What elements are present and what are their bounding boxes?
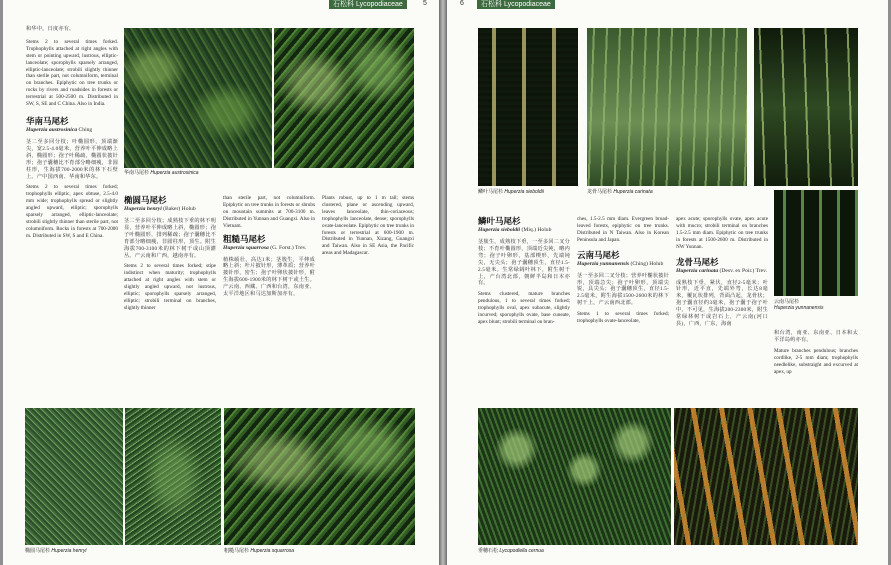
photo-sieboldii: [478, 28, 578, 186]
caption-sieboldii: 鳞叶马尾杉 Huperzia sieboldii: [478, 189, 544, 195]
photo-austrosinica-1: [124, 28, 272, 168]
caption-henryi: 椭圆马尾杉 Huperzia henryi: [25, 548, 87, 554]
right-column-3: [676, 216, 768, 332]
species-latin-name: Huperzia austrosinica Ching: [26, 126, 93, 133]
photo-carinata-top: [587, 28, 747, 186]
species-cn-desc: 茎一至多回二叉分枝；营养叶椭状披针形，顶端急尖；孢子叶卵形，顶端尖锐，具尖头；孢子囊穗顶生，直径1.5-2.5毫米，附生海拔1500-2600米的林下树干上，产云南西北部。: [577, 272, 669, 307]
caption-cernua: 垂穗石松 Lycopodiella cernua: [478, 548, 544, 554]
intro-cn-text: 和华中，日度亦有。: [26, 26, 75, 32]
carinata-en-desc: Mature branches pendulous; branches cordlike, 2-5 mm diam; trophophylls needlelike, substraight and excurved at apex, up: [774, 347, 858, 375]
species-cn-name: 华南马尾杉: [26, 115, 69, 126]
photo-henryi-1: [25, 408, 123, 545]
caption-carinata-top: 龙骨马尾杉 Huperzia carinata: [587, 189, 653, 195]
species-en-desc: Stems 2 to several times forked; trophophylls elliptic, apex obtuse, 2.5-4.0 mm wide; trophophylls spread or slightly angled upward, elliptic; sporophylls sparsely arranged, elliptic-lanceolate; strobili slightly thinner than sterile part, not columniform. Rocks in forests at 700-2000 m. Distributed in SW, S and E China.: [26, 184, 118, 239]
right-column-1: [478, 216, 570, 330]
caption-austrosinica: 华南马尾杉 Huperzia austrosinica: [124, 170, 199, 176]
left-column-4: [322, 195, 414, 261]
left-header-tab: 石松科 Lycopodiaceae: [329, 0, 407, 9]
species-latin-name: Huperzia henryi (Baker) Holub: [124, 206, 196, 212]
species-en-desc: Stems 1 to several times forked; trophophylls ovate-lanceolate,: [577, 311, 669, 325]
squarrosa-en-desc: Plants robust, up to 1 m tall; stems clustered, plane or ascending upward, leaves lanceolate, thin-coriaceous; trophophylls lanceolate, dense; sporophylls ovate-lanceolate. Epiphytic on tree trunks in forests or terrestrial at 600-1900 m. Distributed in Yunnan, Xizang, Guangxi and Taiwan. Also in SE Asia, the Pacific areas and Madagascar.: [322, 195, 414, 257]
sieboldii-en-continued: ches, 1.5-2.5 mm diam. Evergreen broad-leaved forests, epiphytic on tree trunks. Distributed in N Taiwan. Also in Korean Peninsula and Japan.: [577, 216, 669, 243]
species-en-desc: Stems 2 to several times forked; stipe indistinct when maturity; trophophylls attached at right angles with stem or slightly angled upward, not lustrous, elliptic; sporophylls sparsely arranged, elliptic; strobili terminal on branches, slightly thinner: [124, 263, 216, 311]
species-latin-name: Huperzia carinata (Desv. ex Poir.) Trev.: [676, 267, 767, 274]
species-cn-name: 粗糙马尾杉: [223, 233, 266, 244]
left-column-2: [124, 195, 216, 316]
right-page: [447, 0, 888, 565]
left-page-number: 5: [423, 0, 427, 7]
species-cn-name: 椭圆马尾杉: [124, 195, 167, 205]
left-page: [3, 0, 439, 565]
species-cn-name: 龙骨马尾杉: [676, 256, 719, 267]
photo-austrosinica-2: [274, 28, 414, 168]
photo-carinata-bottom: [674, 408, 858, 545]
species-latin-name: Huperzia squarrosa (G. Forst.) Trev.: [223, 244, 307, 251]
right-column-2: [577, 216, 669, 329]
photo-squarrosa: [224, 408, 415, 545]
species-cn-desc: 茎簇生，成熟枝下垂，一至多回二叉分枝；不育叶椭圆形，顶端近尖钝，略内弯；孢子叶卵形，基部楔形，先端钝尖，无尖头；孢子囊穗顶生，直径1.5-2.5毫米。生常绿阔叶林下，附生树干上，产台湾北部，朝鲜半岛和日本亦有。: [478, 239, 570, 287]
right-page-number: 6: [460, 0, 464, 7]
caption-squarrosa: 粗糙马尾杉 Huperzia squarrosa: [224, 548, 295, 554]
right-column-4: [774, 330, 858, 379]
species-cn-name: 鳞叶马尾杉: [478, 216, 521, 226]
caption-yunnanensis: 云南马尾杉 Huperzia yunnanensis: [774, 299, 824, 311]
photo-yunnanensis-top: [754, 28, 858, 186]
photo-henryi-2: [125, 408, 221, 545]
carinata-cn-continued: 和台湾，南亚、东南亚、日本和太平洋岛屿亦有。: [774, 330, 858, 343]
species-cn-desc: 成熟枝下垂，紧伏，直径2-5毫米；叶针形，近平直，先端外弯，长达8毫米，覆瓦状排列，背面凸起，龙骨状；孢子囊直径约3毫米，孢子囊于孢子叶中，不可见，生海拔200-2300米，附生常绿林树干或岩石上，产云南(河口县)，广西，广东，海南: [676, 279, 768, 327]
species-cn-name: 云南马尾杉: [577, 249, 620, 260]
species-latin-name: Huperzia sieboldii (Miq.) Holub: [478, 227, 552, 233]
photo-yunnanensis: [774, 190, 858, 296]
species-en-desc: Stems clustered, mature branches pendulous, 1 to several times forked; trophophylls oval, apex subacute, slightly incurved; sporophylls ovate, base cuneate, apex blunt; strobili terminal on bran-: [478, 291, 570, 325]
species-latin-name: Huperzia yunnanensis (Ching) Holub: [577, 260, 664, 267]
right-header-tab: 石松科 Lycopodiaceae: [477, 0, 555, 9]
photo-cernua: [478, 408, 671, 545]
book-gutter: [439, 0, 447, 565]
yunnanensis-en-continued: apex acute; sporophylls ovate, apex acute with mucro; strobili terminal on branches 1.5-2.5 mm diam. Epiphytic on tree trunks in forests at 1500-2600 m. Distributed in NW Yunnan.: [676, 216, 768, 250]
left-column-3: [223, 195, 315, 302]
species-cn-desc: 植株硕壮，高达1米；茎簇生，平伸成略上斜；叶片披针形，薄革质；营养叶披针形，密生；孢子叶卵状披针形，附生海拔600-1900米的林下树干或土生。产云南、西藏、广西和台湾，东南亚、太平洋地区和马达加斯加亦有。: [223, 256, 315, 298]
intro-en-text: Stems 2 to several times forked. Trophophylls attached at right angles with stem or pointing upward, lustrous, elliptic-lanceolate; sporophylls sparsely arranged, elliptic-lanceolate; strobili slightly thinner than sterile part, not columniform, terminal on branches. Epiphytic on tree trunks or rocks by rivers and roadsides in forests or terrestrial at 500-2500 m. Distributed in SW, S, SE and C China. Also in India.: [26, 38, 118, 108]
species-cn-desc: 茎二至多回分枝；成熟枝下垂的林不明显，营养叶平伸成略上斜，椭圆形；孢子叶椭圆形，排列稀疏；孢子囊穗比不育部分略细瘦，非圆柱形，顶生。附生海拔700-3100米的林下树干或山顶灌丛。产云南和广西，越南亦有。: [124, 218, 216, 259]
left-column-1: [26, 26, 118, 244]
henryi-en-continued: than sterile part, not columniform. Epiphytic on tree trunks in forests or shrubs on mountain summits at 700-3100 m. Distributed in Yunnan and Guangxi. Also in Vietnam.: [223, 195, 315, 229]
species-cn-desc: 茎二至多回分枝；叶椭圆形，顶端渐尖，宽2.5-4.0毫米，营养叶平伸成略上斜，椭圆形；孢子叶稀疏，椭圆状披针形；孢子囊穗比不育部分略细瘦，非圆柱形，生海拔700-2000米的林下石壁上。产中国西南、华南和华东。: [26, 138, 118, 180]
